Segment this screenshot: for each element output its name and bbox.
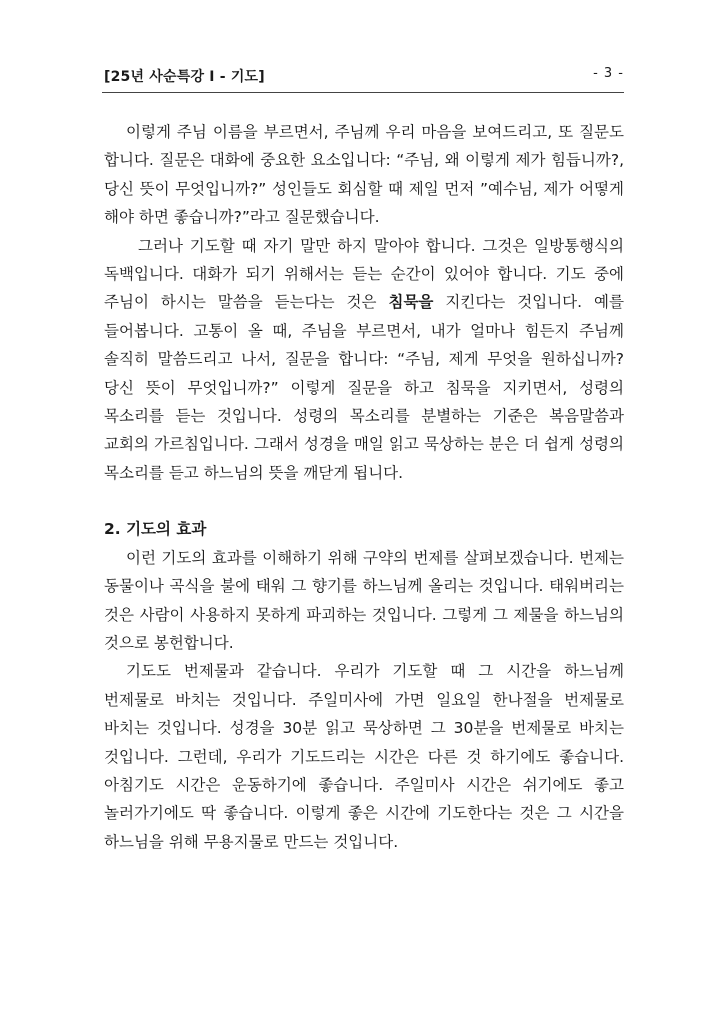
paragraph-1: 이렇게 주님 이름을 부르면서, 주님께 우리 마음을 보여드리고, 또 질문도 합니다. 질문은 대화에 중요한 요소입니다: “주님, 왜 이렇게 제가 힘듭니까?, 당신 뜻이 무엇입니까?” 성인들도 회심할 때 제일 먼저 ”예수님, 제가 어떻게 해야 하면 좋습니까?”라고 질문했습니다.: [104, 123, 624, 227]
paragraph-2-text-start: 그러나 기도할 때 자기 말만 하지 말아야 합니다. 그것은 일방통행식의 독백입니다. 대화가 되기 위해서는 듣는 순간이 있어야 합니다. 기도 중에 주님이 하시는 말씀을 듣는다는 것은: [104, 236, 624, 312]
paragraph-2: [104, 232, 624, 488]
paragraph-4: 기도도 번제물과 같습니다. 우리가 기도할 때 그 시간을 하느님께 번제물로 바치는 것입니다. 주일미사에 가면 일요일 한나절을 번제물로 바치는 것입니다. 성경을 30분 읽고 묵상하면 그 30분을 번제물로 바치는 것입니다. 그런데, 우리가 기도드리는 시간은 다른 것 하기에도 좋습니다. 아침기도 시간은 운동하기에 좋습니다. 주일미사 시간은 쉬기에도 좋고 놀러가기에도 딱 좋습니다. 이렇게 좋은 시간에 기도한다는 것은 그 시간을 하느님을 위해 무용지물로 만드는 것입니다.: [104, 662, 624, 851]
paragraph-2-text-end: 지킨다는 것입니다. 예를 들어봅니다. 고통이 올 때, 주님을 부르면서, 내가 얼마나 힘든지 주님께 솔직히 말씀드리고 나서, 질문을 합니다: “주님, 제게 무엇을 원하십니까? 당신 뜻이 무엇입니까?” 이렇게 질문을 하고 침묵을 지키면서, 성령의 목소리를 듣는 것입니다. 성령의 목소리를 분별하는 기준은 복음말씀과 교회의 가르침입니다. 그래서 성경을 매일 읽고 묵상하는 분은 더 쉽게 성령의 목소리를 듣고 하느님의 뜻을 깨닫게 됩니다.: [104, 293, 624, 482]
header-divider: [102, 92, 624, 93]
page-number: - 3 -: [593, 66, 624, 81]
emphasis-silence: 침묵을: [388, 293, 434, 312]
paragraph-3: 이런 기도의 효과를 이해하기 위해 구약의 번제를 살펴보겠습니다. 번제는 동물이나 곡식을 불에 태워 그 향기를 하느님께 올리는 것입니다. 태워버리는 것은 사람이 사용하지 못하게 파괴하는 것입니다. 그렇게 그 제물을 하느님의 것으로 봉헌합니다.: [104, 548, 624, 652]
document-body: [104, 118, 624, 856]
page-header: [104, 66, 624, 88]
section-heading: 2. 기도의 효과: [104, 520, 207, 539]
header-title: [25년 사순특강 Ⅰ - 기도]: [104, 69, 265, 85]
